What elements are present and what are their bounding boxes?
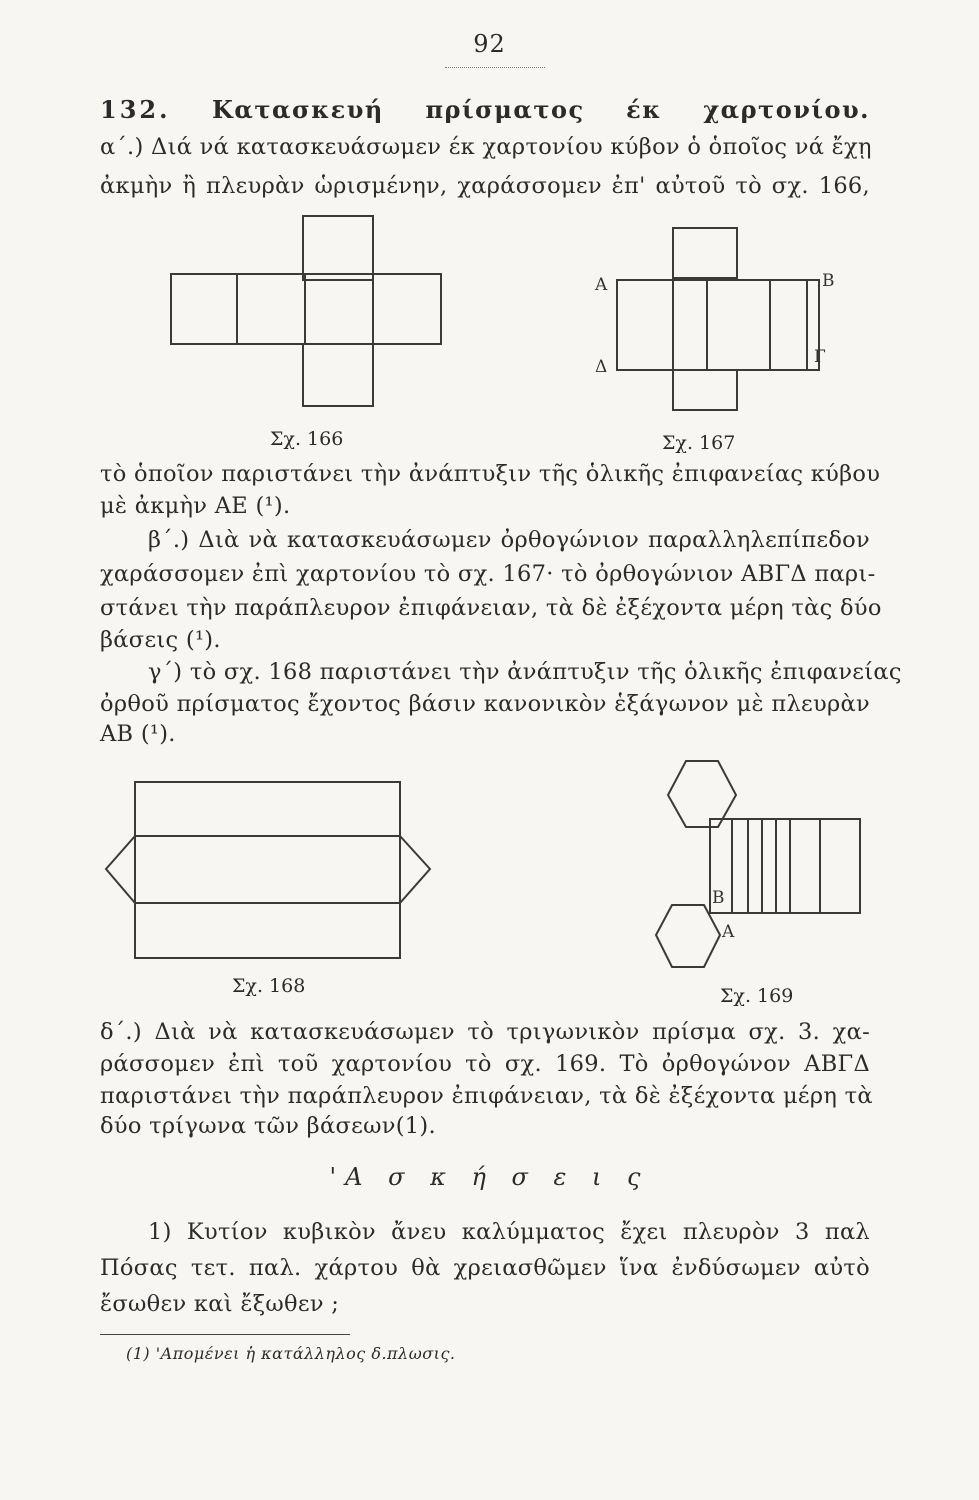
- fig167-bottom-flap: [673, 370, 737, 410]
- text-line: βάσεις (¹).: [100, 627, 221, 653]
- text-line: ἔσωθεν καὶ ἔξωθεν ;: [100, 1291, 340, 1317]
- section-title: Κατασκευή πρίσματος έκ χαρτονίου.: [212, 95, 870, 124]
- fig169-bottom-hexagon: [656, 905, 720, 967]
- text-line: δύο τρίγωνα τῶν βάσεων(1).: [100, 1113, 436, 1139]
- fig166-face-mid-left: [237, 274, 305, 344]
- page-number-rule: [445, 67, 545, 68]
- text-line: ράσσομεν ἐπὶ τοῦ χαρτονίου τὸ σχ. 169. Τὸ ὀρθογώνον ΑΒΓΔ: [100, 1051, 870, 1077]
- fig166-face-center: [305, 274, 373, 344]
- fig168-bottom-face: [135, 903, 400, 958]
- section-number: 132.: [100, 95, 171, 124]
- fig167-lateral-rect: [617, 280, 807, 370]
- figure-169-caption: Σχ. 169: [720, 985, 794, 1007]
- fig168-left-cap: [106, 836, 135, 903]
- fig169-label-a: Α: [722, 922, 735, 942]
- text-line: β΄.) Διὰ νὰ κατασκευάσωμεν ὀρθογώνιον παραλληλεπίπεδον: [148, 527, 870, 553]
- text-line: α΄.) Διά νά κατασκευάσωμεν έκ χαρτονίου κύβον ὁ ὁποῖος νά ἔχῃ: [100, 134, 872, 160]
- text-line: ἀκμὴν ἢ πλευρὰν ὡρισμένην, χαράσσομεν ἐπ' αὐτοῦ τὸ σχ. 166,: [100, 173, 870, 199]
- figure-168-caption: Σχ. 168: [232, 975, 306, 997]
- footnote-rule: [100, 1334, 350, 1335]
- footnote: (1) 'Απομένει ἡ κατάλληλος δ.πλωσις.: [126, 1344, 456, 1363]
- exercises-title: 'Α σ κ ή σ ε ι ς: [329, 1163, 650, 1191]
- text-line: ΑΒ (¹).: [100, 721, 176, 747]
- section-heading: [100, 96, 870, 124]
- text-line: 1) Κυτίον κυβικὸν ἄνευ καλύμματος ἔχει πλευρὸν 3 παλ: [148, 1219, 870, 1245]
- fig168-middle-face: [135, 836, 400, 903]
- figure-167-prism-net: [585, 220, 855, 420]
- figure-167-caption: Σχ. 167: [662, 432, 736, 454]
- fig168-right-cap: [400, 836, 430, 903]
- text-line: παριστάνει τὴν παράπλευρον ἐπιφάνειαν, τὰ δὲ ἐξέχοντα μέρη τὰ: [100, 1083, 873, 1109]
- fig166-face-top: [303, 216, 373, 280]
- text-line: τὸ ὁποῖον παριστάνει τὴν ἀνάπτυξιν τῆς ὁλικῆς ἐπιφανείας κύβου: [100, 461, 881, 487]
- fig168-top-face: [135, 782, 400, 836]
- fig169-label-b: Β: [712, 888, 725, 908]
- fig166-face-left: [171, 274, 237, 344]
- fig169-top-hexagon: [668, 761, 736, 827]
- fig167-top-flap: [673, 228, 737, 278]
- figure-166-caption: Σχ. 166: [270, 428, 344, 450]
- fig167-label-b: Β: [822, 271, 835, 291]
- text-line: γ΄) τὸ σχ. 168 παριστάνει τὴν ἀνάπτυξιν τῆς ὁλικῆς ἐπιφανείας: [148, 659, 902, 685]
- text-line: μὲ ἀκμὴν ΑΕ (¹).: [100, 493, 291, 519]
- page-number: 92: [473, 30, 506, 58]
- text-line: χαράσσομεν ἐπὶ χαρτονίου τὸ σχ. 167· τὸ ὀρθογώνιον ΑΒΓΔ παρι-: [100, 561, 876, 587]
- fig167-label-d: Δ: [595, 357, 608, 377]
- text-line: Πόσας τετ. παλ. χάρτου θὰ χρειασθῶμεν ἵνα ἐνδύσωμεν αὐτὸ: [100, 1255, 870, 1281]
- fig167-label-a: Α: [595, 275, 608, 295]
- fig166-face-bottom: [303, 344, 373, 406]
- text-line: στάνει τὴν παράπλευρον ἐπιφάνειαν, τὰ δὲ ἐξέχοντα μέρη τὰς δύο: [100, 595, 882, 621]
- figure-166-cube-net: [165, 210, 455, 430]
- figure-169-prism-net: [640, 755, 870, 980]
- text-line: δ΄.) Διὰ νὰ κατασκευάσωμεν τὸ τριγωνικὸν πρίσμα σχ. 3. χα-: [100, 1019, 870, 1045]
- figure-168-hex-prism-net: [100, 770, 440, 970]
- fig166-face-right: [373, 274, 441, 344]
- fig167-label-g: Γ: [814, 347, 826, 367]
- text-line: ὀρθοῦ πρίσματος ἔχοντος βάσιν κανονικὸν ἑξάγωνον μὲ πλευρὰν: [100, 691, 870, 717]
